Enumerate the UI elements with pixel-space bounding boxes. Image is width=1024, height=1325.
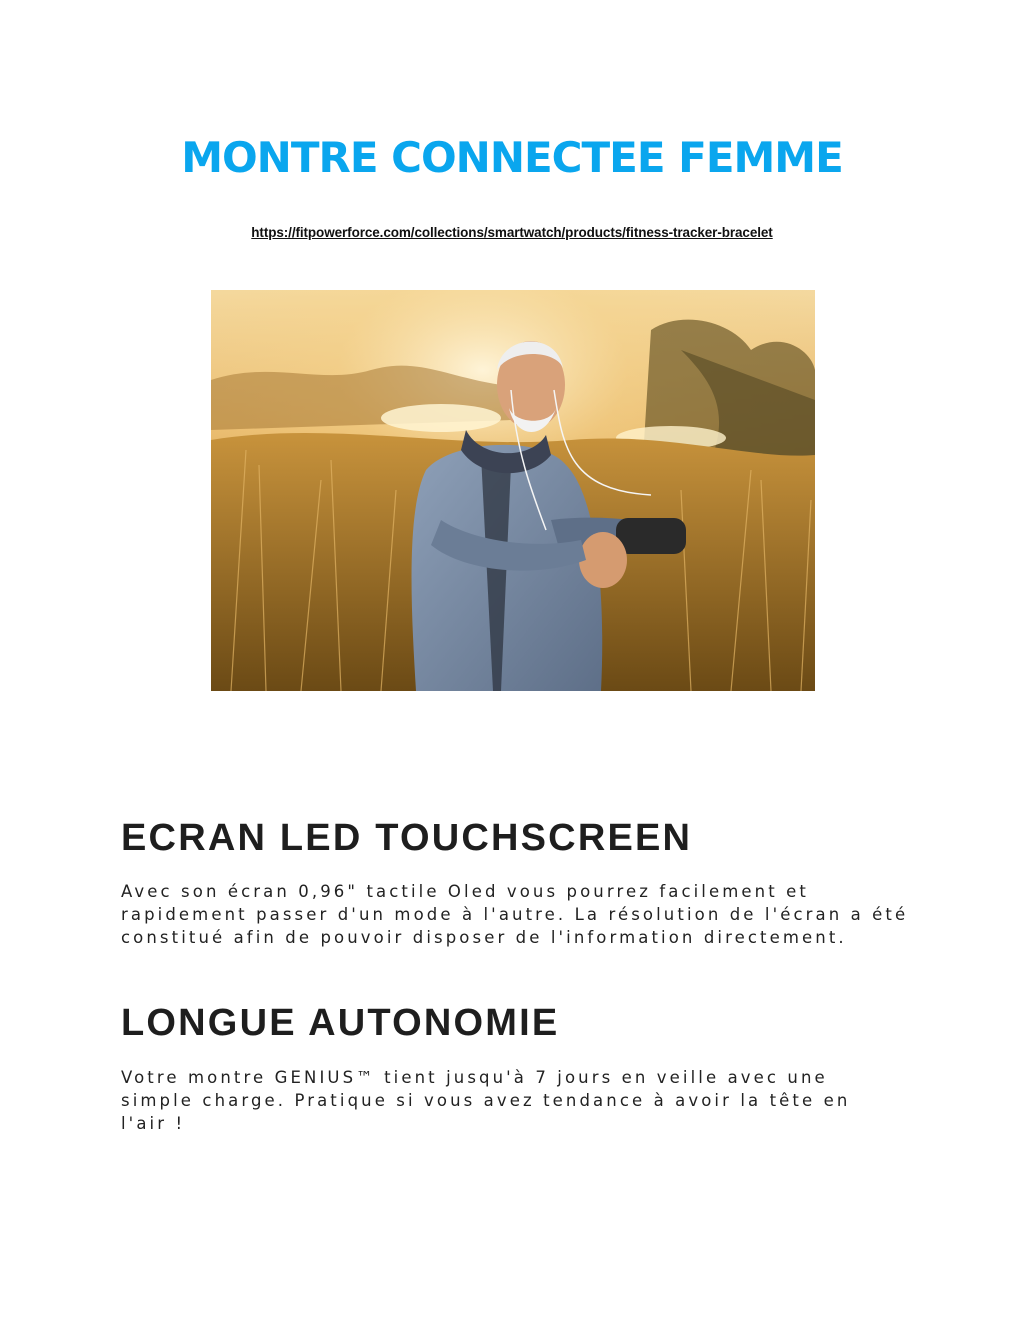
photo-senior-man-checking-smartwatch-icon xyxy=(211,290,815,691)
section-heading-ecran: ECRAN LED TOUCHSCREEN xyxy=(121,817,693,859)
hero-photo xyxy=(211,290,815,691)
paragraph-line: l'air ! xyxy=(121,1114,186,1133)
page-title: MONTRE CONNECTEE FEMME xyxy=(181,133,843,182)
paragraph-line: constitué afin de pouvoir disposer de l'information directement. xyxy=(121,928,847,947)
paragraph-line: rapidement passer d'un mode à l'autre. La résolution de l'écran a été xyxy=(121,905,909,924)
paragraph-line: simple charge. Pratique si vous avez tendance à avoir la tête en xyxy=(121,1091,851,1110)
paragraph-line: Votre montre GENIUS™ tient jusqu'à 7 jours en veille avec une xyxy=(121,1068,828,1087)
section-body-ecran xyxy=(121,880,921,949)
product-link[interactable]: https://fitpowerforce.com/collections/smartwatch/products/fitness-tracker-bracelet xyxy=(251,225,773,240)
paragraph-line: Avec son écran 0,96" tactile Oled vous pourrez facilement et xyxy=(121,882,809,901)
section-body-autonomie xyxy=(121,1066,921,1135)
section-heading-autonomie: LONGUE AUTONOMIE xyxy=(121,1002,560,1044)
